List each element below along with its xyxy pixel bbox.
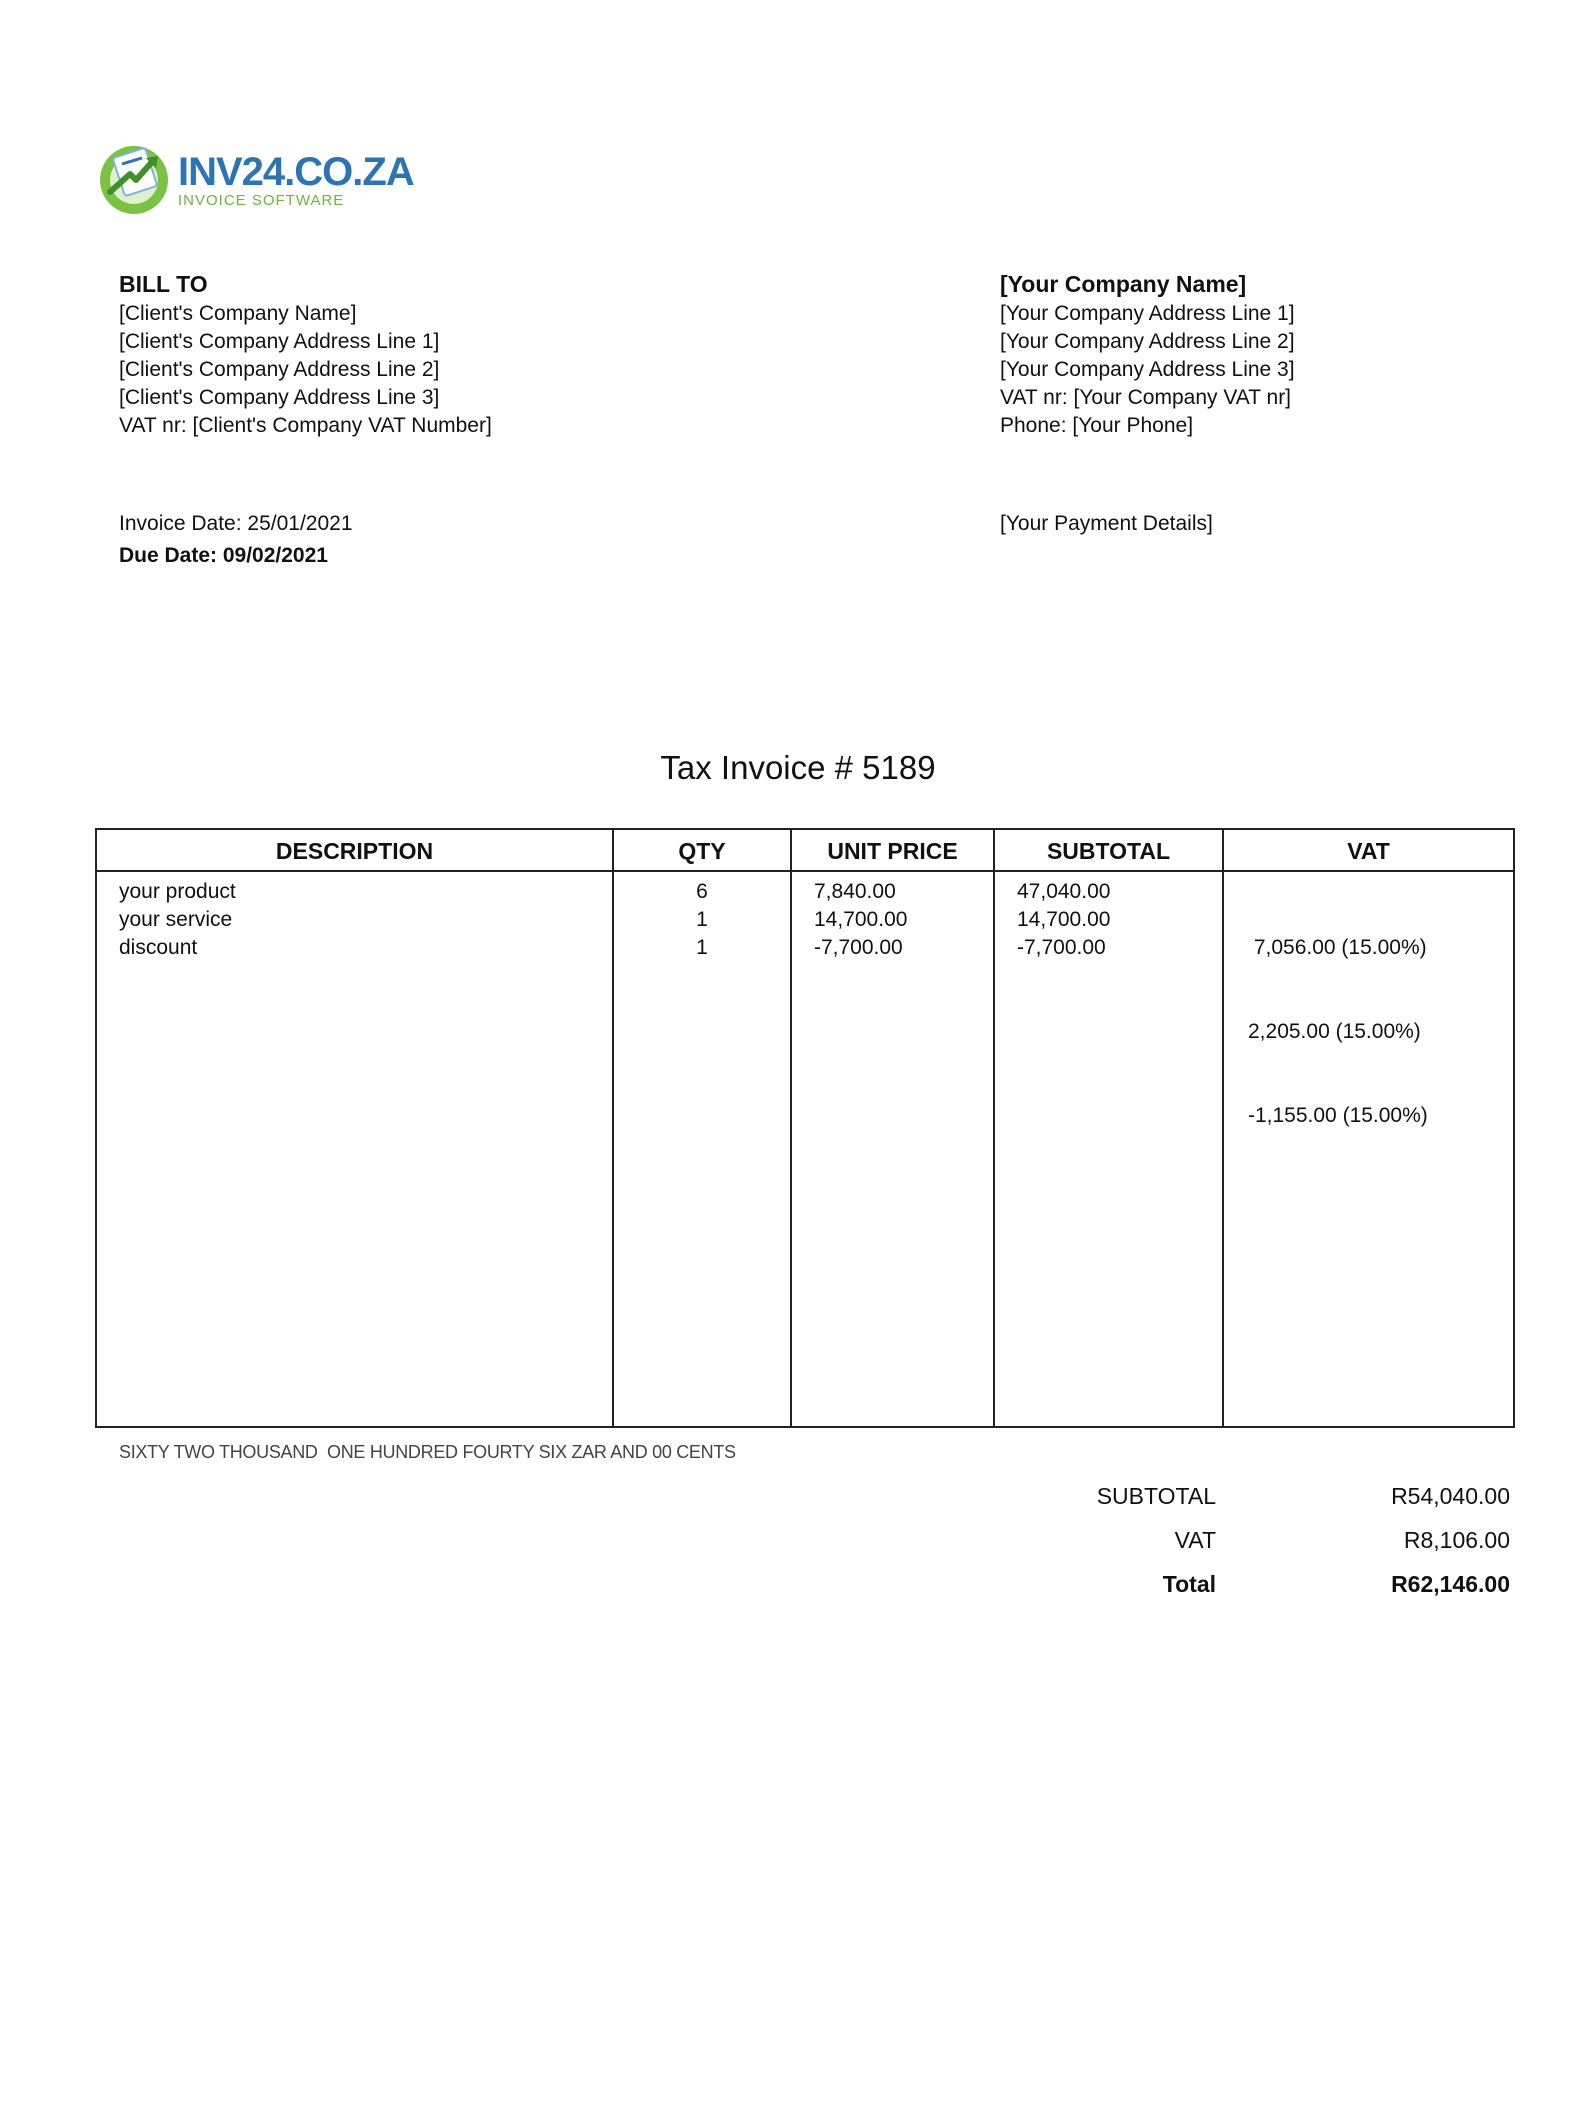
header-qty: QTY [614, 830, 790, 872]
cell-description: your product [119, 880, 236, 903]
company-line: VAT nr: [Your Company VAT nr] [1000, 386, 1292, 409]
total-row [1000, 1562, 1510, 1606]
header-subtotal: SUBTOTAL [995, 830, 1222, 872]
cell-qty: 6 [696, 880, 708, 903]
cell-description: your service [119, 908, 233, 931]
column-vat [1224, 830, 1513, 1426]
cell-qty: 1 [696, 908, 708, 931]
column-description [97, 830, 614, 1426]
line-items-table [95, 828, 1515, 1428]
cell-vat: 2,205.00 (15.00%) [1248, 1020, 1421, 1043]
company-heading: [Your Company Name] [1000, 271, 1247, 297]
bill-to-line: [Client's Company Name] [119, 302, 357, 325]
bill-to-heading: BILL TO [119, 271, 208, 297]
cell-vat: -1,155.00 (15.00%) [1248, 1104, 1428, 1127]
header-vat: VAT [1224, 830, 1513, 872]
header-description: DESCRIPTION [97, 830, 612, 872]
total-value: R62,146.00 [1391, 1571, 1510, 1597]
column-unit-price [792, 830, 995, 1426]
company-line: [Your Company Address Line 2] [1000, 330, 1295, 353]
bill-to-line: [Client's Company Address Line 2] [119, 358, 440, 381]
bill-to-line: [Client's Company Address Line 1] [119, 330, 440, 353]
cell-unit-price: 7,840.00 [814, 880, 896, 903]
cell-description: discount [119, 936, 198, 959]
subtotal-label: SUBTOTAL [1096, 1483, 1216, 1509]
vat-row [1000, 1518, 1510, 1562]
vat-value: R8,106.00 [1403, 1527, 1510, 1553]
invoice-title: Tax Invoice # 5189 [660, 749, 936, 786]
subtotal-value: R54,040.00 [1391, 1483, 1510, 1509]
cell-qty: 1 [696, 936, 708, 959]
invoice-date: Invoice Date: 25/01/2021 [119, 512, 353, 535]
cell-unit-price: -7,700.00 [814, 936, 903, 959]
cell-subtotal: 14,700.00 [1017, 908, 1111, 931]
cell-subtotal: -7,700.00 [1017, 936, 1106, 959]
total-label: Total [1162, 1571, 1216, 1597]
payment-details: [Your Payment Details] [1000, 512, 1213, 535]
company-block [1000, 268, 1295, 440]
logo-icon [96, 140, 172, 216]
cell-unit-price: 14,700.00 [814, 908, 908, 931]
company-line: [Your Company Address Line 3] [1000, 358, 1295, 381]
due-date: Due Date: 09/02/2021 [119, 544, 328, 567]
cell-subtotal: 47,040.00 [1017, 880, 1111, 903]
company-line: [Your Company Address Line 1] [1000, 302, 1295, 325]
bill-to-block [119, 268, 492, 440]
vat-label: VAT [1174, 1527, 1216, 1553]
column-qty [614, 830, 792, 1426]
bill-to-line: [Client's Company Address Line 3] [119, 386, 440, 409]
column-subtotal [995, 830, 1224, 1426]
dates-block [119, 508, 353, 572]
logo-name: INV24.CO.ZA [178, 150, 414, 194]
cell-vat: 7,056.00 (15.00%) [1248, 936, 1427, 959]
subtotal-row [1000, 1474, 1510, 1518]
bill-to-line: VAT nr: [Client's Company VAT Number] [119, 414, 492, 437]
header-unit-price: UNIT PRICE [792, 830, 993, 872]
company-line: Phone: [Your Phone] [1000, 414, 1194, 437]
logo-tagline: INVOICE SOFTWARE [178, 192, 345, 209]
amount-in-words: SIXTY TWO THOUSAND ONE HUNDRED FOURTY SIX ZAR AND 00 CENTS [119, 1442, 736, 1462]
